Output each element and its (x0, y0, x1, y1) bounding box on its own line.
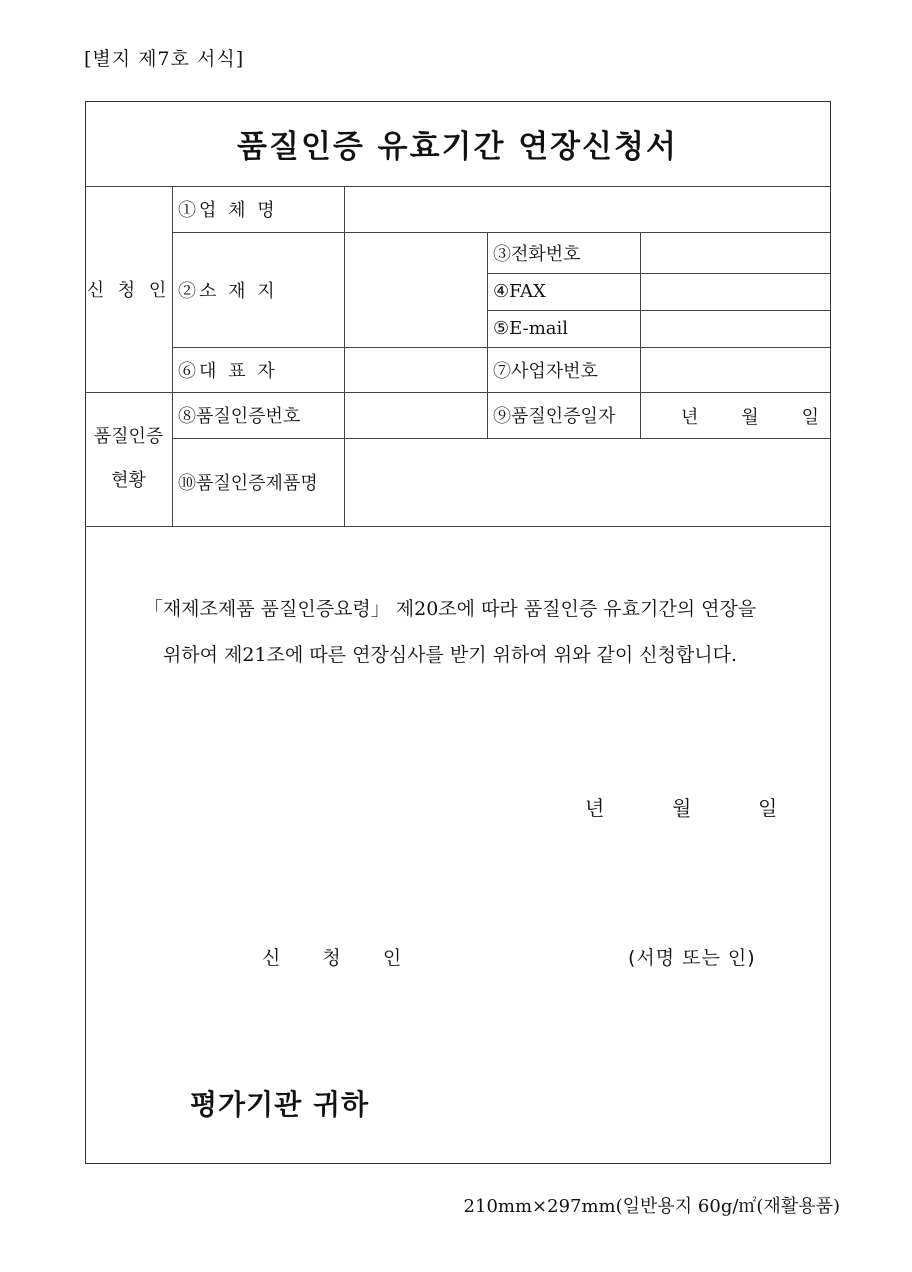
cert-date-month: 월 (741, 406, 759, 428)
phone-field[interactable] (641, 233, 829, 273)
signature-hint[interactable]: (서명 또는 인) (628, 947, 756, 969)
business-number-field[interactable] (641, 348, 829, 392)
email-label: ⑤E-mail (493, 318, 569, 339)
company-name-field[interactable] (345, 187, 829, 232)
fax-label: ④FAX (493, 281, 546, 302)
location-label: ②소 재 지 (178, 280, 278, 302)
form-number-label: [별지 제7호 서식] (84, 48, 245, 70)
representative-label: ⑥대 표 자 (178, 360, 278, 382)
cert-date-label: ⑨품질인증일자 (493, 406, 616, 427)
phone-label: ③전화번호 (493, 243, 581, 265)
cert-date-field[interactable] (641, 393, 829, 438)
company-name-input[interactable] (351, 186, 829, 233)
cert-number-input[interactable] (351, 392, 487, 439)
signature-applicant-label: 신 청 인 (262, 947, 412, 969)
certification-section-label (85, 392, 172, 526)
product-name-field[interactable] (345, 439, 829, 526)
email-field[interactable] (641, 311, 829, 347)
business-number-label: ⑦사업자번호 (493, 360, 598, 382)
cert-number-field[interactable] (345, 393, 487, 438)
fax-input[interactable] (647, 273, 829, 311)
cert-number-label: ⑧품질인증번호 (178, 406, 301, 427)
signature-date-year: 년 (585, 796, 605, 820)
location-field[interactable] (345, 233, 487, 347)
cert-date-day: 일 (801, 406, 819, 428)
product-name-input[interactable] (351, 438, 829, 527)
business-number-input[interactable] (647, 347, 829, 393)
paper-size-note: 210mm×297mm(일반용지 60g/㎡(재활용품) (463, 1196, 840, 1217)
form-title: 품질인증 유효기간 연장신청서 (237, 129, 678, 165)
signature-date-month: 월 (672, 796, 692, 820)
representative-input[interactable] (351, 347, 487, 393)
addressee: 평가기관 귀하 (190, 1088, 370, 1121)
applicant-section-label: 신 청 인 (86, 280, 171, 301)
signature-date-day: 일 (758, 796, 778, 820)
email-input[interactable] (647, 310, 829, 348)
cert-date-year: 년 (681, 406, 699, 428)
fax-field[interactable] (641, 274, 829, 310)
certification-label-line1: 품질인증 (93, 426, 164, 447)
statement-line-2: 위하여 제21조에 따른 연장심사를 받기 위하여 위와 같이 신청합니다. (162, 644, 738, 666)
company-name-label: ①업 체 명 (178, 200, 278, 221)
certification-label-line2: 현황 (111, 470, 146, 491)
statement-line-1: 「재제조제품 품질인증요령」 제20조에 따라 품질인증 유효기간의 연장을 (143, 598, 757, 620)
representative-field[interactable] (345, 348, 487, 392)
location-input[interactable] (351, 232, 487, 348)
product-name-label: ⑩품질인증제품명 (178, 473, 318, 494)
phone-input[interactable] (647, 232, 829, 274)
